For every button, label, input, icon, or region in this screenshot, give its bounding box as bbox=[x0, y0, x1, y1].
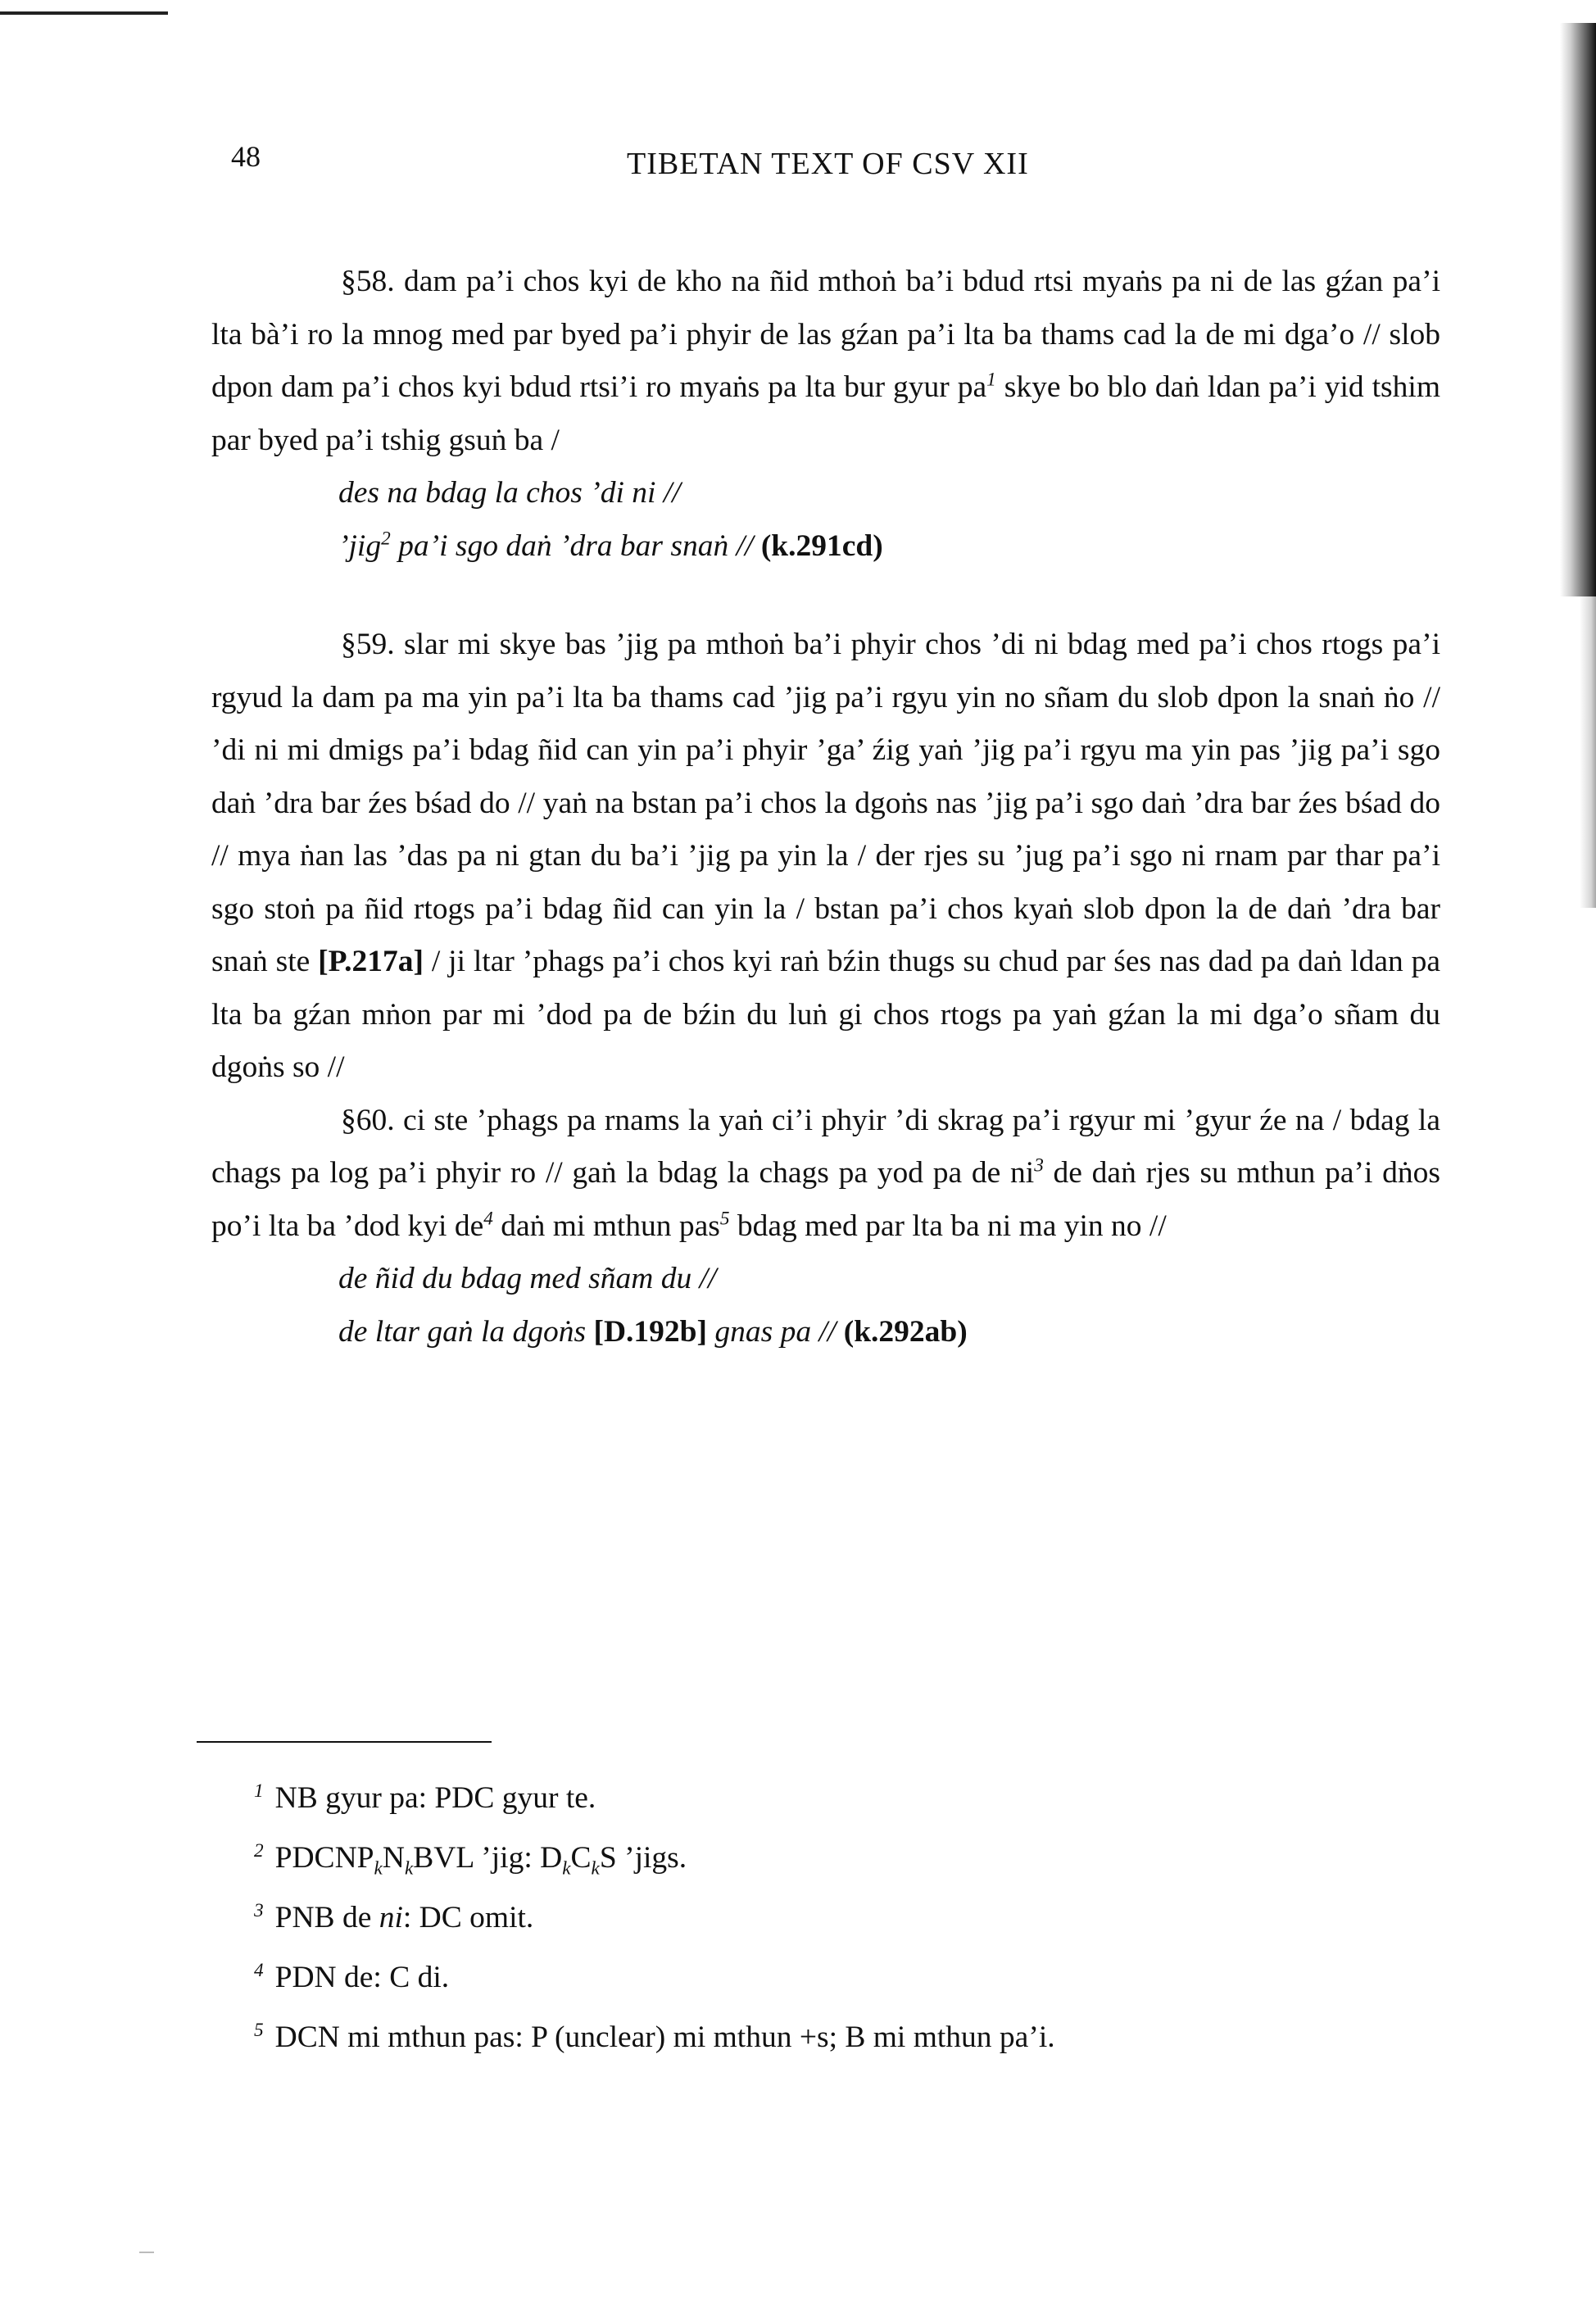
section-text: slar mi skye bas ’jig pa mthoṅ ba’i phyir chos ’di ni bdag med pa’i chos rtogs pa’i rgyud la dam pa ma yin pa’i lta ba thams cad ’jig pa’i rgyu yin no sñam du slob dpon la snaṅ ṅo // ’di ni mi dmigs pa’i bdag ñid can yin pa’i phyir ’ga’ źig yaṅ ’jig pa’i rgyu ma yin pas ’jig pa’i sgo daṅ ’dra bar źes bśad do // yaṅ na bstan pa’i chos la dgoṅs nas ’jig pa’i sgo daṅ ’dra bar źes bśad do // mya ṅan las ’das pa ni gtan du ba’i ’jig pa yin la / der rjes su ’jug pa’i sgo ni rnam par thar pa’i sgo stoṅ pa ñid rtogs pa’i bdag ñid can yin la / bstan pa’i chos kyaṅ slob dpon la de daṅ ’dra bar snaṅ ste bbox=[211, 628, 1440, 978]
section-60 bbox=[211, 1095, 1440, 1254]
verse-line: de ltar gaṅ la dgoṅs [D.192b] gnas pa // (k.292ab) bbox=[338, 1314, 968, 1349]
footnote-2: $^2$ $PDCNP_kN_kBVL$ ’jig: $D_kC_kS$ ’jigs. bbox=[254, 1839, 687, 1880]
main-text bbox=[211, 256, 1440, 1358]
section-text: bdag med par lta ba ni ma yin no // bbox=[729, 1209, 1167, 1243]
running-head: TIBETAN TEXT OF CSV XII bbox=[627, 147, 1029, 181]
footnotes bbox=[254, 1768, 1401, 2067]
section-59 bbox=[211, 619, 1440, 1095]
section-number: §60. bbox=[341, 1103, 395, 1137]
scan-binding-shadow bbox=[1560, 23, 1596, 596]
section-number: §59. bbox=[341, 628, 395, 661]
verse-line: de ñid du bdag med sñam du // bbox=[338, 1262, 717, 1295]
footnote-ref: 2 bbox=[381, 528, 391, 549]
section-58 bbox=[211, 256, 1440, 467]
section-text: skye bo blo daṅ ldan pa’i yid tshim par byed pa’i tshig gsuṅ ba / bbox=[211, 370, 1440, 457]
folio-reference: [D.192b] bbox=[593, 1314, 708, 1349]
section-text: daṅ mi mthun pas bbox=[492, 1209, 720, 1243]
footnote-ref: 3 bbox=[1034, 1154, 1044, 1177]
scan-edge-mark bbox=[0, 11, 168, 15]
scan-binding-shadow-lower bbox=[1580, 596, 1596, 908]
section-number: §58. bbox=[341, 265, 395, 298]
verse-line: des na bdag la chos ’di ni // bbox=[338, 476, 681, 510]
section-text: / ji ltar ’phags pa’i chos kyi raṅ bźin thugs su chud par śes nas dad pa daṅ ldan pa lta ba gźan mṅon par mi ’dod pa de bźin du luṅ gi chos rtogs pa yaṅ gźan la mi dga’o sñam du dgoṅs so // bbox=[211, 945, 1440, 1084]
section-text: dam pa’i chos kyi de kho na ñid mthoṅ ba’i bdud rtsi myaṅs pa ni de las gźan pa’i lta bà’i ro la mnog med par byed pa’i phyir de las gźan pa’i lta ba thams cad la de mi dga’o // slob dpon dam pa’i chos kyi bdud rtsi’i ro myaṅs pa lta bur gyur pa bbox=[211, 265, 1440, 404]
footnote-ref: 4 bbox=[483, 1208, 493, 1229]
footnote-ref: 5 bbox=[719, 1208, 730, 1229]
footnote-3: $^3$ PNB de ni: DC omit. bbox=[254, 1899, 534, 1934]
footnote-4: $^4$ PDN de: C di. bbox=[254, 1959, 450, 1994]
verse-line: ’jig$^2$ pa’i sgo daṅ ’dra bar snaṅ // (k.291cd) bbox=[338, 528, 883, 563]
footnote-1: $^1$ NB gyur pa: PDC gyur te. bbox=[254, 1780, 596, 1815]
section-text: de daṅ rjes su mthun pa’i dṅos po’i lta ba ’dod kyi de bbox=[211, 1156, 1440, 1243]
karika-reference: (k.291cd) bbox=[760, 528, 883, 563]
karika-reference: (k.292ab) bbox=[843, 1314, 968, 1349]
scan-speck bbox=[139, 2252, 154, 2253]
footnote-divider bbox=[197, 1741, 492, 1743]
section-text: ci ste ’phags pa rnams la yaṅ ci’i phyir ’di skrag pa’i rgyur mi ’gyur źe na / bdag la chags pa log pa’i phyir ro // gaṅ la bdag la chags pa yod pa de ni bbox=[211, 1103, 1440, 1190]
folio-reference: [P.217a] bbox=[318, 945, 424, 978]
footnote-5: $^5$ DCN mi mthun pas: P (unclear) mi mthun +s; B mi mthun pa’i. bbox=[254, 2019, 1055, 2054]
footnote-ref: 1 bbox=[986, 369, 996, 391]
page-number: 48 bbox=[231, 140, 261, 173]
